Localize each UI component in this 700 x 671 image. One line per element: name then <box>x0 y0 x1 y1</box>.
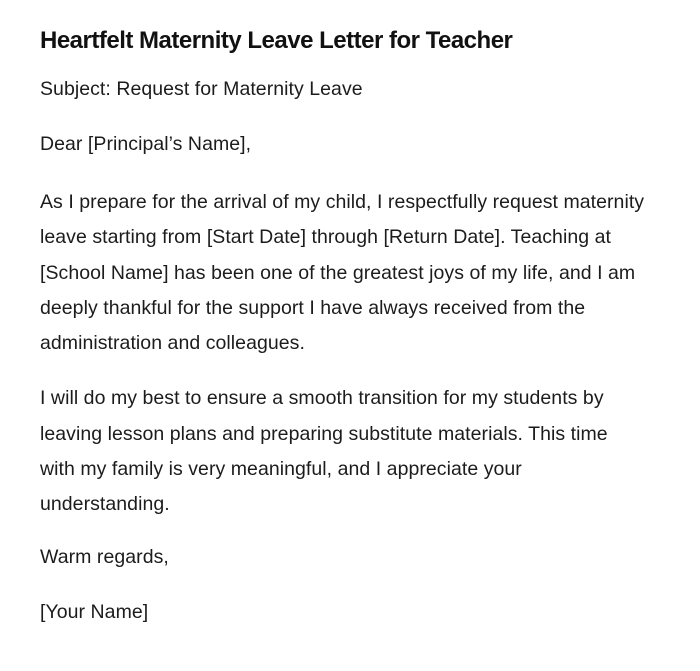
subject-line: Subject: Request for Maternity Leave <box>40 78 363 100</box>
body-paragraph-1: As I prepare for the arrival of my child, I respectfully request maternity leave starting from [Start Date] through [Return Date]. Teaching at [School Name] has been one of the greatest joys of my life, and I am deeply thankful for the support I have always received from the administration and colleagues. <box>40 191 645 355</box>
salutation: Dear [Principal’s Name], <box>40 133 252 155</box>
body-paragraph-2: I will do my best to ensure a smooth transition for my students by leaving lesson plans and preparing substitute materials. This time with my family is very meaningful, and I appreciate your understanding. <box>40 387 608 516</box>
closing: Warm regards, <box>40 545 169 568</box>
signature: [Your Name] <box>40 600 149 623</box>
letter-title: Heartfelt Maternity Leave Letter for Teacher <box>40 27 513 54</box>
